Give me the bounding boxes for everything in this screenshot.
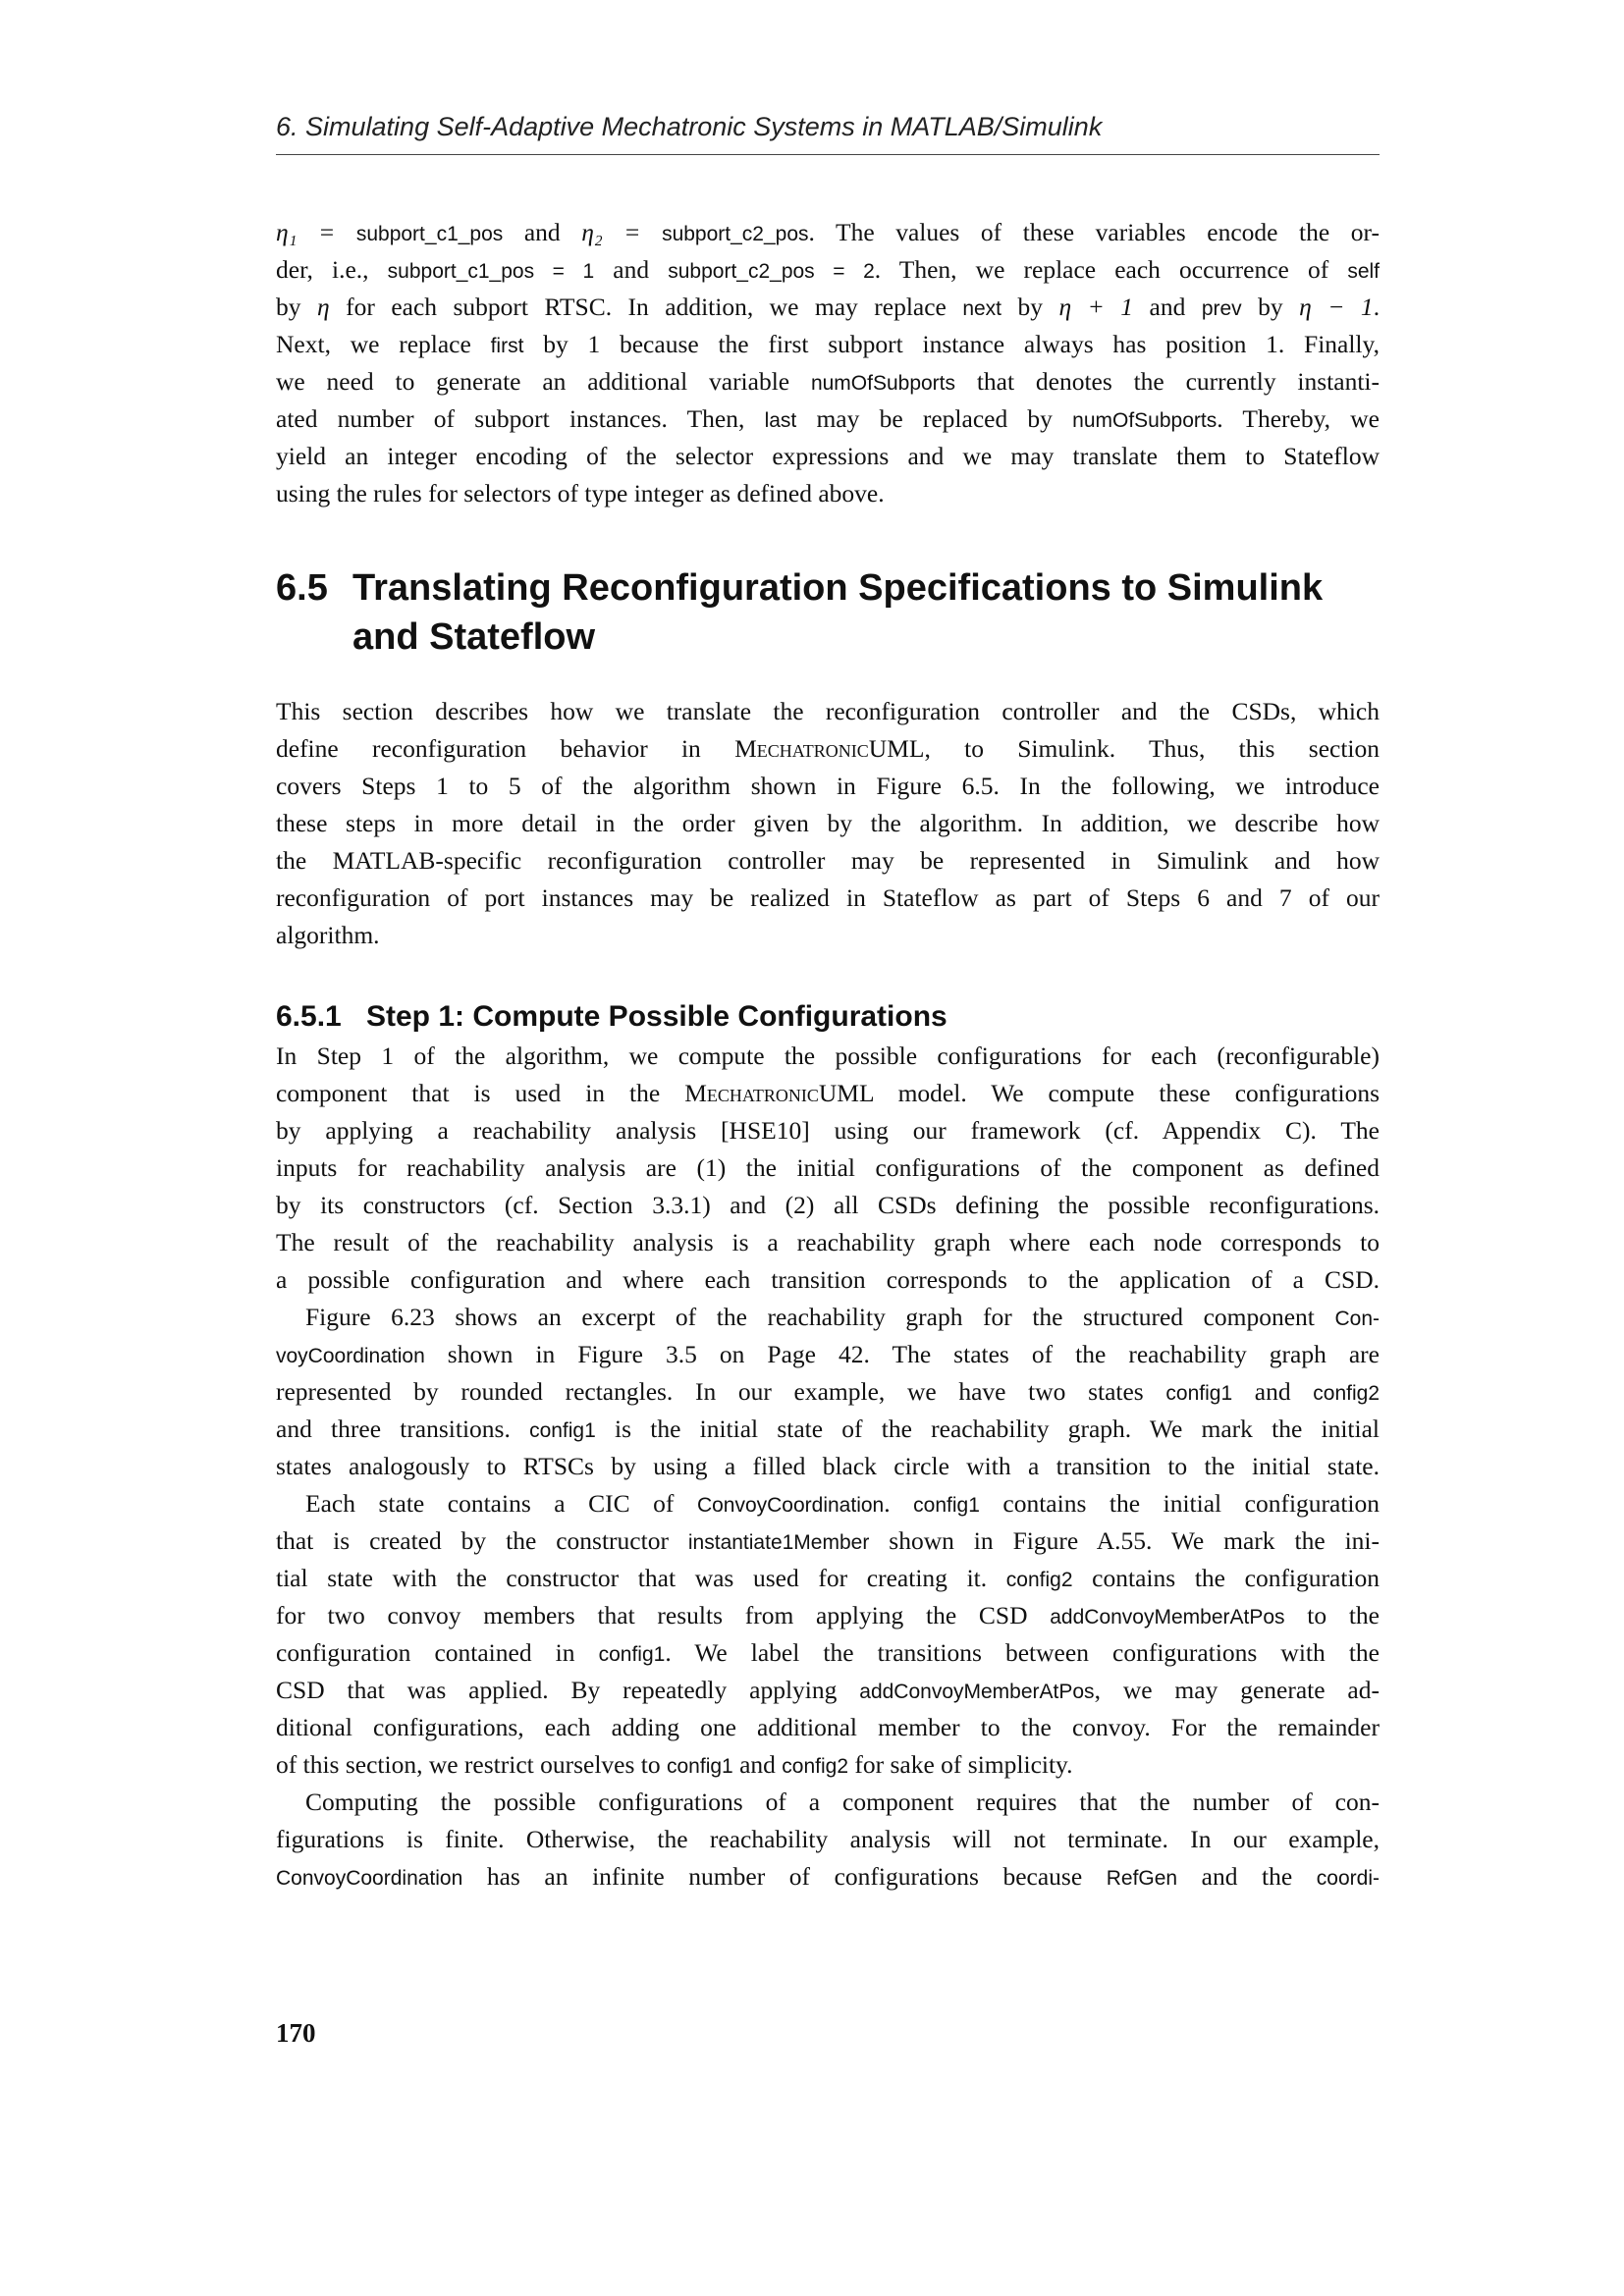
text-line xyxy=(276,1411,1380,1448)
text-line xyxy=(276,475,1380,512)
text-run: configuration contained in xyxy=(276,1638,599,1667)
text-run: a possible configuration and where each transition corresponds to the application of a CSD. xyxy=(276,1265,1380,1294)
text-line xyxy=(276,1149,1380,1187)
text-line xyxy=(276,1784,1380,1821)
text-run: covers Steps 1 to 5 of the algorithm shown in Figure 6.5. In the following, we introduce xyxy=(276,772,1380,800)
code-identifier: RefGen xyxy=(1106,1867,1178,1890)
text-line xyxy=(276,1522,1380,1560)
math-expression: η + 1 xyxy=(1058,293,1134,321)
text-run: for two convoy members that results from applying the CSD xyxy=(276,1601,1051,1629)
text-run: represented by rounded rectangles. In our example, we have two states xyxy=(276,1377,1166,1406)
text-run: reconfiguration of port instances may be realized in Stateflow as part of Steps 6 and 7 of our xyxy=(276,883,1380,912)
subsection-heading xyxy=(276,1000,947,1034)
code-identifier: self xyxy=(1347,260,1380,283)
text-line xyxy=(276,1858,1380,1896)
code-identifier: config1 xyxy=(529,1419,596,1442)
math-expression: η − 1 xyxy=(1299,293,1374,321)
code-identifier: subport_c1_pos = 1 xyxy=(387,260,595,283)
text-line xyxy=(276,1634,1380,1672)
text-run: yield an integer encoding of the selector expressions and we may translate them to Stateflow xyxy=(276,442,1380,470)
text-run: ditional configurations, each adding one additional member to the convoy. For the remainder xyxy=(276,1713,1380,1741)
text-line xyxy=(276,1597,1380,1634)
text-run: Figure 6.23 shows an excerpt of the reachability graph for the structured component xyxy=(305,1303,1335,1331)
text-line xyxy=(276,880,1380,917)
paragraph xyxy=(276,1038,1380,1299)
text-line xyxy=(276,400,1380,438)
code-identifier: config1 xyxy=(598,1643,666,1666)
text-run: and three transitions. xyxy=(276,1415,530,1443)
code-identifier: last xyxy=(764,409,797,432)
code-identifier: subport_c1_pos xyxy=(355,223,504,245)
paragraph xyxy=(276,1299,1380,1485)
text-line xyxy=(276,1075,1380,1112)
code-identifier: config1 xyxy=(913,1494,980,1517)
code-identifier: config1 xyxy=(667,1755,733,1778)
running-head: 6. Simulating Self-Adaptive Mechatronic Systems in MATLAB/Simulink xyxy=(276,112,1103,141)
text-run: contains the configuration xyxy=(1072,1564,1380,1592)
paragraph xyxy=(276,1485,1380,1784)
text-run: to the xyxy=(1284,1601,1380,1629)
text-line xyxy=(276,842,1380,880)
code-identifier: ConvoyCoordination xyxy=(276,1867,463,1890)
text-line xyxy=(276,438,1380,475)
text-line xyxy=(276,1821,1380,1858)
text-run: by its constructors (cf. Section 3.3.1) and (2) all CSDs defining the possible reconfigurations. xyxy=(276,1191,1380,1219)
text-line xyxy=(276,251,1380,289)
text-run: using the rules for selectors of type integer as defined above. xyxy=(276,479,885,507)
text-run: UML model. We compute these configurations xyxy=(818,1079,1380,1107)
text-run: The result of the reachability analysis is a reachability graph where each node corresponds to xyxy=(276,1228,1380,1256)
code-identifier: subport_c2_pos = 2 xyxy=(668,260,875,283)
text-line xyxy=(276,917,1380,954)
text-run: UML, to Simulink. Thus, this section xyxy=(868,734,1380,763)
text-run: by applying a reachability analysis [HSE10] using our framework (cf. Appendix C). The xyxy=(276,1116,1380,1145)
text-run: In Step 1 of the algorithm, we compute the possible configurations for each (reconfigurable) xyxy=(276,1041,1380,1070)
text-line xyxy=(276,1261,1380,1299)
text-run: der, i.e., xyxy=(276,255,388,284)
text-run: Each state contains a CIC of xyxy=(305,1489,697,1518)
text-run: and xyxy=(503,218,582,246)
text-line xyxy=(276,1373,1380,1411)
code-identifier: instantiate1Member xyxy=(687,1531,870,1554)
page-number: 170 xyxy=(276,2018,316,2048)
code-identifier: prev xyxy=(1201,297,1242,320)
math-expression: η₁ = xyxy=(276,218,356,246)
text-line xyxy=(276,730,1380,768)
section-title-line1: Translating Reconfiguration Specifications to Simulink xyxy=(352,567,1324,609)
text-run: by xyxy=(276,293,317,321)
text-line xyxy=(276,693,1380,730)
text-run: shown in Figure A.55. We mark the ini- xyxy=(869,1526,1380,1555)
text-line xyxy=(276,1299,1380,1336)
text-run: these steps in more detail in the order given by the algorithm. In addition, we describe how xyxy=(276,809,1380,837)
text-run: that denotes the currently instanti- xyxy=(955,367,1380,396)
text-line xyxy=(276,363,1380,400)
text-run: and xyxy=(732,1750,783,1779)
text-run: and xyxy=(1232,1377,1314,1406)
code-identifier: ConvoyCoordination xyxy=(696,1494,885,1517)
text-run: . We label the transitions between configurations with the xyxy=(665,1638,1380,1667)
text-run: . Thereby, we xyxy=(1217,404,1380,433)
text-run: . xyxy=(884,1489,914,1518)
code-identifier: config2 xyxy=(1005,1569,1073,1591)
code-identifier: Con- xyxy=(1334,1308,1380,1330)
text-run: inputs for reachability analysis are (1) the initial configurations of the component as defined xyxy=(276,1153,1380,1182)
text-line xyxy=(276,1448,1380,1485)
text-line xyxy=(276,1187,1380,1224)
text-run: for sake of simplicity. xyxy=(848,1750,1073,1779)
text-run: . The values of these variables encode the or- xyxy=(808,218,1380,246)
text-line xyxy=(276,1224,1380,1261)
text-run: . Then, we replace each occurrence of xyxy=(874,255,1348,284)
small-caps-name: Mechatronic xyxy=(684,1079,819,1107)
text-run: CSD that was applied. By repeatedly applying xyxy=(276,1676,860,1704)
text-run: we need to generate an additional variable xyxy=(276,367,811,396)
text-line xyxy=(276,1672,1380,1709)
text-line xyxy=(276,289,1380,326)
text-run: Computing the possible configurations of a component requires that the number of con- xyxy=(305,1788,1380,1816)
text-run: by xyxy=(1241,293,1300,321)
code-identifier: first xyxy=(490,335,524,357)
text-run: algorithm. xyxy=(276,921,380,949)
text-run: Next, we replace xyxy=(276,330,491,358)
text-line xyxy=(276,1112,1380,1149)
text-run: . xyxy=(1373,293,1380,321)
text-run: by 1 because the first subport instance always has position 1. Finally, xyxy=(523,330,1380,358)
code-identifier: coordi- xyxy=(1316,1867,1380,1890)
text-run: ated number of subport instances. Then, xyxy=(276,404,765,433)
section-title-line2: and Stateflow xyxy=(352,616,596,658)
text-run: figurations is finite. Otherwise, the reachability analysis will not terminate. In our example, xyxy=(276,1825,1380,1853)
math-expression: η xyxy=(316,293,330,321)
text-line xyxy=(276,326,1380,363)
text-run: shown in Figure 3.5 on Page 42. The states of the reachability graph are xyxy=(424,1340,1380,1368)
text-line xyxy=(276,1336,1380,1373)
code-identifier: subport_c2_pos xyxy=(662,223,809,245)
math-expression: η₂ = xyxy=(581,218,663,246)
text-run: for each subport RTSC. In addition, we may replace xyxy=(329,293,963,321)
text-line xyxy=(276,1485,1380,1522)
code-identifier: addConvoyMemberAtPos xyxy=(859,1681,1095,1703)
paragraph xyxy=(276,214,1380,512)
text-run: This section describes how we translate the reconfiguration controller and the CSDs, which xyxy=(276,697,1380,725)
small-caps-name: Mechatronic xyxy=(734,734,869,763)
paragraph xyxy=(276,1784,1380,1896)
text-run: of this section, we restrict ourselves to xyxy=(276,1750,667,1779)
header-rule xyxy=(276,154,1380,155)
text-line xyxy=(276,768,1380,805)
code-identifier: config2 xyxy=(782,1755,849,1778)
text-run: the MATLAB-specific reconfiguration controller may be represented in Simulink and how xyxy=(276,846,1380,875)
text-run: that is created by the constructor xyxy=(276,1526,688,1555)
subsection-title: Step 1: Compute Possible Configurations xyxy=(366,1000,947,1033)
section-heading xyxy=(276,563,1380,662)
code-identifier: numOfSubports xyxy=(1072,409,1218,432)
text-line xyxy=(276,805,1380,842)
text-line xyxy=(276,214,1380,251)
subsection-number: 6.5.1 xyxy=(276,1000,342,1033)
text-run: and the xyxy=(1177,1862,1317,1891)
text-run: is the initial state of the reachability graph. We mark the initial xyxy=(595,1415,1380,1443)
text-run: may be replaced by xyxy=(796,404,1073,433)
text-run: states analogously to RTSCs by using a filled black circle with a transition to the initial state. xyxy=(276,1452,1380,1480)
paragraph xyxy=(276,693,1380,954)
text-run: and xyxy=(1133,293,1202,321)
code-identifier: config1 xyxy=(1165,1382,1233,1405)
text-run: by xyxy=(1001,293,1059,321)
text-run: , we may generate ad- xyxy=(1094,1676,1380,1704)
code-identifier: config2 xyxy=(1313,1382,1380,1405)
text-run: component that is used in the xyxy=(276,1079,685,1107)
text-run: and xyxy=(594,255,669,284)
text-run: define reconfiguration behavior in xyxy=(276,734,735,763)
text-line xyxy=(276,1709,1380,1746)
code-identifier: next xyxy=(962,297,1002,320)
code-identifier: addConvoyMemberAtPos xyxy=(1050,1606,1285,1629)
text-run: has an infinite number of configurations because xyxy=(462,1862,1107,1891)
text-run: contains the initial configuration xyxy=(979,1489,1380,1518)
code-identifier: voyCoordination xyxy=(276,1345,425,1367)
text-line xyxy=(276,1560,1380,1597)
text-line xyxy=(276,1038,1380,1075)
text-line xyxy=(276,1746,1380,1784)
section-number: 6.5 xyxy=(276,567,328,609)
text-run: tial state with the constructor that was used for creating it. xyxy=(276,1564,1006,1592)
code-identifier: numOfSubports xyxy=(810,372,956,395)
